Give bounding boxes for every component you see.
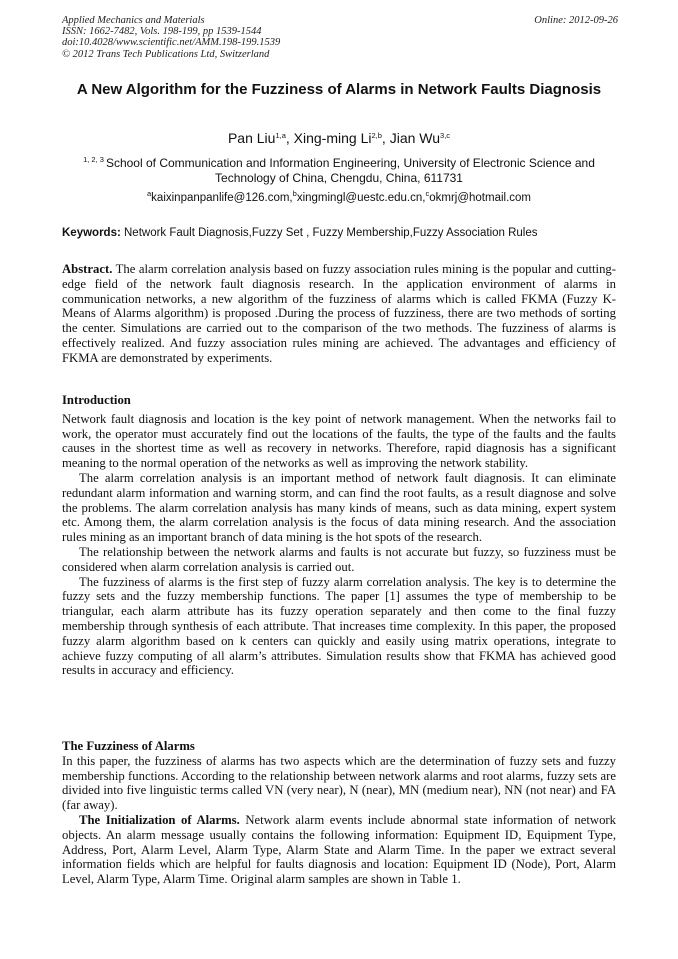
author-separator: ,: [285, 130, 294, 146]
introduction-section: [62, 393, 616, 678]
author-separator: ,: [381, 130, 390, 146]
copyright-line: © 2012 Trans Tech Publications Ltd, Switzerland: [62, 48, 270, 60]
email-list: [62, 191, 616, 206]
online-date: Online: 2012-09-26: [534, 15, 618, 26]
email-sup: a: [147, 189, 152, 198]
fuzziness-section: [62, 739, 616, 887]
keywords-label: Keywords:: [62, 227, 121, 239]
journal-header: [62, 15, 618, 60]
subsection-label: The Initialization of Alarms.: [79, 812, 240, 827]
email-sup: b: [292, 189, 297, 198]
issn-line: ISSN: 1662-7482, Vols. 198-199, pp 1539-1544: [62, 26, 262, 38]
author-sup: 2,b: [371, 131, 382, 140]
abstract: [62, 262, 616, 366]
paragraph: The relationship between the network alarms and faults is not accurate but fuzzy, so fuzziness must be considered when alarm correlation analysis is carried out.: [62, 544, 616, 574]
paragraph-initialization: [62, 813, 616, 887]
affiliation-sup: 1, 2, 3: [83, 155, 104, 164]
subsection-text: Network alarm events include abnormal state information of network objects. An alarm message usually contains the following information: Equipment ID, Equipment Type, Address, Port, Alarm Level, Alarm Type, Alarm State and Alarm Time. In the paper we extract several information fields which are helpful for faults diagnosis and location: Equipment ID (Node), Port, Alarm Level, Alarm Type, Alarm Time. Original alarm samples are shown in Table 1.: [62, 812, 616, 887]
paragraph: Network fault diagnosis and location is the key point of network management. When the networks fail to work, the operator must accurately find out the locations of the faults, the type of the faults and the faults causes in the shortest time as well as recovery in networks. Therefore, rapid diagnosis has a significant meaning to the normal operation of the networks as well as improving the network stability.: [62, 411, 616, 471]
author-name: Xing-ming Li: [293, 130, 372, 146]
affiliation-text: School of Communication and Information Engineering, University of Electronic Science and Technology of China, Chengdu, China, 611731: [105, 156, 595, 185]
journal-name: Applied Mechanics and Materials: [62, 15, 205, 26]
paper-title: A New Algorithm for the Fuzziness of Alarms in Network Faults Diagnosis: [76, 81, 602, 98]
email-address[interactable]: xingmingl@uestc.edu.cn,: [296, 192, 426, 204]
email-sup: c: [425, 189, 430, 198]
email-address[interactable]: okmrj@hotmail.com: [429, 192, 531, 204]
author-sup: 1,a: [275, 131, 286, 140]
section-heading-introduction: Introduction: [62, 393, 131, 407]
keywords: [62, 226, 616, 241]
author-name: Jian Wu: [389, 130, 441, 146]
email-address[interactable]: kaixinpanpanlife@126.com,: [151, 192, 293, 204]
author-sup: 3,c: [440, 131, 451, 140]
paragraph: The alarm correlation analysis is an important method of network fault diagnosis. It can eliminate redundant alarm information and warning storm, and can find the root faults, as a result diagnose and solve the problems. The alarm correlation analysis has many kinds of means, such as data mining, expert system etc. Among them, the alarm correlation analysis is the focus of data mining research. And the association rules mining as an important branch of data mining is the hot spots of the research.: [62, 470, 616, 545]
paragraph: The fuzziness of alarms is the first step of fuzzy alarm correlation analysis. The key is to determine the fuzzy sets and the fuzzy membership functions. The paper [1] assumes the type of membership to be triangular, each alarm attribute has its fuzzy operation separately and then come to the final fuzzy membership through synthesis of each attribute. That increases time complexity. In this paper, the proposed fuzzy alarm algorithm based on k centers can quickly and easily using matrix operations, integrate to achieve fuzzy computing of all alarm’s attributes. Simulation results show that FKMA has achieved good results in accuracy and efficiency.: [62, 574, 616, 678]
author-name: Pan Liu: [227, 130, 276, 146]
abstract-label: Abstract.: [62, 262, 113, 276]
keywords-text: Network Fault Diagnosis,Fuzzy Set , Fuzzy Membership,Fuzzy Association Rules: [124, 227, 538, 239]
doi-line[interactable]: doi:10.4028/www.scientific.net/AMM.198-199.1539: [62, 37, 281, 49]
section-heading-fuzziness: The Fuzziness of Alarms: [62, 739, 195, 753]
affiliation: [62, 156, 616, 186]
author-list: [62, 129, 616, 147]
paragraph: In this paper, the fuzziness of alarms has two aspects which are the determination of fuzzy sets and fuzzy membership functions. According to the relationship between network alarms and root alarms, fuzzy sets are divided into five linguistic terms called VN (very near), N (near), MN (medium near), NN (not near) and FA (far away).: [62, 753, 616, 813]
abstract-text: The alarm correlation analysis based on fuzzy association rules mining is the popular and cutting-edge field of the network fault diagnosis research. In the application environment of alarms in communication networks, a new algorithm of the fuzziness of alarms which is called FKMA (Fuzzy K-Means of Alarms algorithm) is proposed .During the process of fuzziness, there are two methods of sorting the center. Simulations are carried out to the comparison of the two methods. The fuzziness of alarms is effectively realized. And fuzzy association rules mining are achieved. The advantages and efficiency of FKMA are demonstrated by experiments.: [62, 262, 616, 365]
